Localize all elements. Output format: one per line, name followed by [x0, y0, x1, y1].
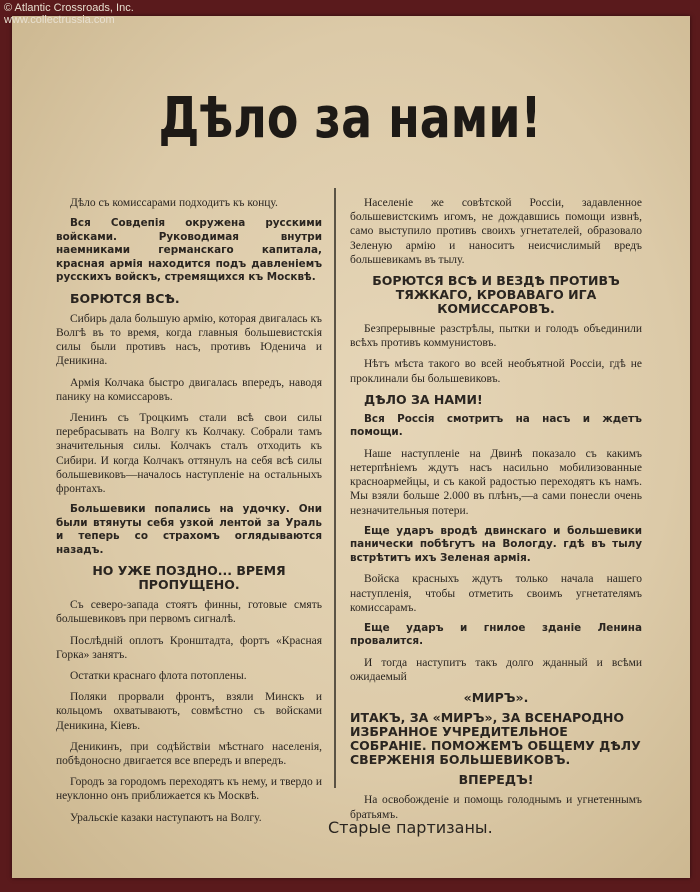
paragraph: Наше наступленіе на Двинѣ показало съ какимъ нетерпѣніемъ ждутъ насъ насильно мобилизованные красноармейцы, и съ какой радостью переходятъ къ намъ. Мы взяли больше 2.000 въ плѣнъ,—а сами понесли очень незначительныя потери.	[350, 447, 642, 517]
heading: БОРЮТСЯ ВСѢ.	[70, 290, 180, 306]
paragraph: Деникинъ, при содѣйствіи мѣстнаго населенія, побѣдоносно двигается все впередъ и впередъ.	[56, 740, 322, 767]
paragraph: Войска красныхъ ждутъ только начала нашего наступленія, чтобы отметить своимъ угнетателямъ комиссарамъ.	[350, 573, 642, 614]
right-column	[350, 196, 642, 829]
heading: БОРЮТСЯ ВСѢ И ВЕЗДѢ ПРОТИВЪ ТЯЖКАГО, КРОВАВАГО ИГА КОМИССАРОВЪ.	[372, 273, 620, 317]
paragraph: Поляки прорвали фронтъ, взяли Минскъ и кольцомъ охватываютъ, совмѣстно съ войсками Деникина, Кіевъ.	[56, 691, 322, 732]
heading: НО УЖЕ ПОЗДНО... ВРЕМЯ ПРОПУЩЕНО.	[92, 563, 286, 593]
column-divider	[334, 188, 336, 788]
paragraph: Послѣдній оплотъ Кронштадта, фортъ «Красная Горка» занятъ.	[56, 634, 322, 661]
paragraph: Сибирь дала большую армію, которая двигалась къ Волгѣ въ то время, когда главныя большевистскія силы были противъ насъ, противъ Юденича и Деникина.	[56, 312, 322, 368]
heading: ИТАКЪ, ЗА «МИРЪ», ЗА ВСЕНАРОДНО ИЗБРАННОЕ УЧРЕДИТЕЛЬНОЕ СОБРАНІЕ. ПОМОЖЕМЪ ОБЩЕМУ ДѢЛУ СВЕРЖЕНІЯ БОЛЬШЕВИКОВЪ.	[350, 710, 641, 768]
watermark-line2: www.collectrussia.com	[4, 14, 115, 26]
heading: «МИРЪ».	[463, 690, 529, 706]
paragraph: На освобожденіе и помощь голоднымъ и угнетеннымъ братьямъ.	[350, 794, 642, 821]
paragraph: Еще ударъ и гнилое зданіе Ленина провалится.	[350, 621, 642, 648]
left-column	[56, 196, 322, 832]
paragraph: Большевики попались на удочку. Они были втянуты себя узкой лентой за Ураль и теперь со страхомъ оглядываются назадъ.	[56, 503, 322, 556]
signature: Старые партизаны.	[328, 818, 493, 837]
watermark-line1: © Atlantic Crossroads, Inc.	[4, 2, 134, 14]
heading: ДѢЛО ЗА НАМИ!	[364, 391, 483, 407]
paragraph: Ленинъ съ Троцкимъ стали всѣ свои силы перебрасывать на Волгу къ Колчаку. Собрали тамъ значительныя силы. Колчакъ сталъ отходить къ Сибири. И когда Колчакъ оттянулъ на себя всѣ силы большевиковъ—началось наступленіе на остальныхъ фронтахъ.	[56, 411, 322, 495]
paragraph: Вся Совдепія окружена русскими войсками. Руководимая внутри наемниками германскаго капитала, красная армія находится подъ давленіемъ русскихъ войскъ, стремящихся къ Москвѣ.	[56, 217, 322, 284]
paragraph: Уральскіе казаки наступаютъ на Волгу.	[70, 811, 262, 824]
paragraph: Безпрерывные разстрѣлы, пытки и голодъ объединили всѣхъ противъ коммунистовъ.	[350, 323, 642, 350]
paragraph: Дѣло съ комиссарами подходитъ къ концу.	[70, 197, 278, 209]
paragraph: Вся Россія смотритъ на насъ и ждетъ помощи.	[350, 412, 642, 439]
page-title: Дѣло за нами!	[158, 86, 542, 151]
watermark	[4, 2, 134, 26]
paragraph: Армія Колчака быстро двигалась впередъ, наводя панику на комиссаровъ.	[56, 376, 322, 403]
paragraph: Городъ за городомъ переходятъ къ нему, и твердо и неуклонно онъ приближается къ Москвѣ.	[56, 776, 322, 803]
paragraph: Еще ударъ вродѣ двинскаго и большевики панически побѣгутъ на Вологду. гдѣ въ тылу встрѣтитъ ихъ Зеленая армія.	[350, 524, 642, 564]
paragraph: Остатки краснаго флота потоплены.	[70, 669, 247, 682]
paragraph: Нѣтъ мѣста такого во всей необъятной Россіи, гдѣ не проклинали бы большевиковъ.	[350, 358, 642, 385]
heading: ВПЕРЕДЪ!	[458, 772, 534, 788]
paragraph: Населеніе же совѣтской Россіи, задавленное большевистскимъ игомъ, не дождавшись помощи извнѣ, само выступило противъ своихъ угнетателей, образовало Зеленую армію и наноситъ неисчислимый вредъ большевикамъ въ тылу.	[350, 197, 642, 266]
paragraph: И тогда наступитъ такъ долго жданный и всѣми ожидаемый	[350, 656, 642, 684]
paragraph: Съ северо-запада стоятъ финны, готовые смять большевиковъ при первомъ сигналѣ.	[56, 599, 322, 626]
